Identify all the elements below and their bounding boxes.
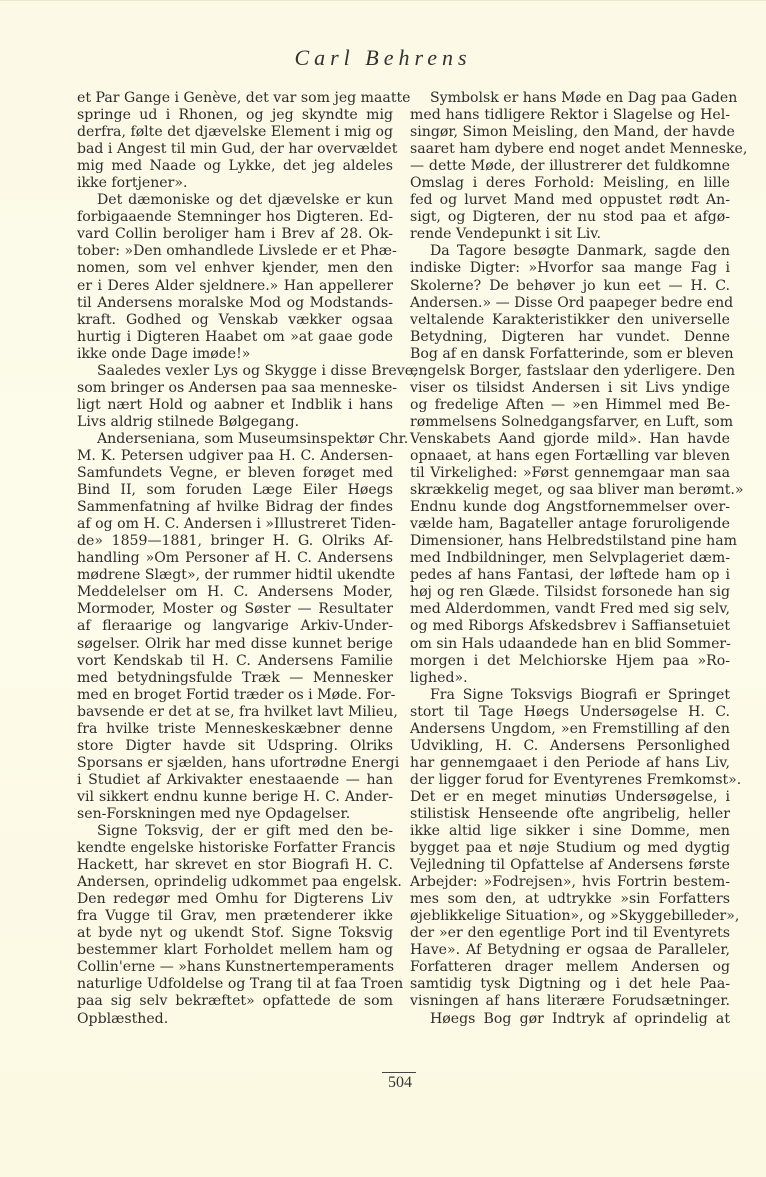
text-line: Sammenfatning af hvilke Bidrag der findes <box>77 499 393 516</box>
text-line: Andersen.» — Disse Ord paapeger bedre end <box>410 294 734 311</box>
text-line: Venskabets Aand gjorde mild». Han havde <box>410 430 730 447</box>
text-line: Mormoder, Moster og Søster — Resultater <box>77 601 393 618</box>
text-line: er i Deres Alder sjeldnere.» Han appellerer <box>77 277 393 294</box>
text-line: Symbolsk er hans Møde en Dag paa Gaden <box>430 90 738 106</box>
text-line: Arbejder: »Fodrejsen», hvis Fortrin bestem- <box>410 874 730 891</box>
text-line: Meddelelser om H. C. Andersens Moder, <box>77 584 393 601</box>
text-line: mig med Naade og Lykke, det jeg aldeles <box>77 158 393 175</box>
text-line: vælde ham, Bagateller antage foruroligende <box>410 516 730 533</box>
text-line: store Digter havde sit Udspring. Olriks <box>77 737 393 754</box>
text-line: indiske Digter: »Hvorfor saa mange Fag i <box>410 260 730 277</box>
text-line: Høegs Bog gør Indtryk af oprindelig at <box>430 1010 730 1027</box>
text-line: om sin Hals udaandede han en blid Sommer- <box>410 635 731 652</box>
text-line: Anderseniana, som Museumsinspektør Chr. <box>97 430 409 447</box>
text-line: opnaaet, at hans egen Fortælling var bleven <box>410 447 730 464</box>
text-line: Hackett, har skrevet en stor Biografi H. C. <box>77 857 393 874</box>
text-line: tober: »Den omhandlede Livslede er et Phæ- <box>77 243 397 260</box>
text-line: Opblæsthed. <box>77 1010 169 1027</box>
running-head-title: Carl Behrens <box>294 45 472 70</box>
text-line: og fredelige Aften — »en Himmel med Be- <box>410 396 730 413</box>
text-line: med hans tidligere Rektor i Slagelse og Hel- <box>410 107 730 124</box>
text-line: Skolerne? De behøver jo kun eet — H. C. <box>410 277 730 294</box>
text-line: morgen i det Melchiorske Hjem paa »Ro- <box>410 652 730 669</box>
text-line: Det er en meget minutiøs Undersøgelse, i <box>410 788 730 805</box>
text-line: Collin'erne — »hans Kunstnertemperaments <box>77 959 395 976</box>
text-line: Samfundets Vegne, er bleven forøget med <box>77 465 393 482</box>
text-line: Udvikling, H. C. Andersens Personlighed <box>410 737 730 754</box>
text-line: Dimensioner, hans Helbredstilstand pine ham <box>410 533 737 550</box>
text-line: hurtig i Digteren Haabet om »at gaae gode <box>77 328 393 345</box>
text-line: Vejledning til Opfattelse af Andersens første <box>410 857 730 874</box>
text-line: veltalende Karakteristikker den universelle <box>410 311 730 328</box>
text-line: med Alderdommen, vandt Fred med sig selv, <box>410 601 730 618</box>
text-line: af fleraarige og langvarige Arkiv-Under- <box>77 618 393 635</box>
text-line: Betydning, Digteren har vundet. Denne <box>410 328 730 345</box>
text-line: bad i Angest til min Gud, der har overvældet <box>77 141 398 158</box>
left-text-column <box>77 90 418 1028</box>
text-line: kraft. Godhed og Venskab vækker ogsaa <box>77 311 393 328</box>
text-line: springe ud i Rhonen, og jeg skyndte mig <box>77 107 393 124</box>
text-line: derfra, følte det djævelske Element i mig og <box>77 124 393 141</box>
text-line: ikke altid lige sikker i sine Domme, men <box>410 823 730 840</box>
text-line: med en broget Fortid træder os i Møde. For- <box>77 686 396 703</box>
text-line: Omslag i deres Forhold: Meisling, en lille <box>410 175 730 192</box>
text-line: mødrene Slægt», der rummer hidtil ukendte <box>77 567 396 584</box>
text-line: kendte engelske historiske Forfatter Francis <box>77 840 396 857</box>
text-line: som bringer os Andersen paa saa menneske- <box>77 379 398 396</box>
text-line: vort Kendskab til H. C. Andersens Familie <box>77 652 393 669</box>
text-line: Andersen, oprindelig udkommet paa engelsk. <box>77 874 402 891</box>
text-line: at byde nyt og ukendt Stof. Signe Toksvig <box>77 925 393 942</box>
text-line: ikke onde Dage imøde!» <box>77 345 251 362</box>
text-line: høj og ren Glæde. Tilsidst forsonede han sig <box>410 584 730 601</box>
text-line: saaret ham dybere end noget andet Menneske, <box>410 141 748 158</box>
text-line: viser os tilsidst Andersen i sit Livs yndige <box>410 379 730 396</box>
text-line: ikke fortjener». <box>77 175 188 192</box>
text-line: mes som den, at udtrykke »sin Forfatters <box>410 891 730 908</box>
text-line: stort til Tage Høegs Undersøgelse H. C. <box>410 703 730 720</box>
footer-rule-divider <box>382 1072 416 1073</box>
text-line: sen-Forskningen med nye Opdagelser. <box>77 805 351 822</box>
right-text-column <box>410 90 748 1028</box>
text-line: Andersens Ungdom, »en Fremstilling af den <box>410 720 730 737</box>
text-line: M. K. Petersen udgiver paa H. C. Andersen- <box>77 447 393 464</box>
text-line: rømmelsens Solnedgangsfarver, en Luft, som <box>410 413 734 430</box>
text-line: øjeblikkelige Situation», og »Skyggebilleder», <box>410 908 740 925</box>
text-line: de» 1859—1881, bringer H. G. Olriks Af- <box>77 533 393 550</box>
text-line: Det dæmoniske og det djævelske er kun <box>97 192 393 209</box>
text-line: ligt nært Hold og aabner et Indblik i hans <box>77 396 393 413</box>
text-line: handling »Om Personer af H. C. Andersens <box>77 550 393 567</box>
text-line: Sporsans er sjælden, hans ufortrødne Energi <box>77 754 400 771</box>
text-line: Have». Af Betydning er ogsaa de Paralleler, <box>410 942 730 959</box>
text-line: forbigaaende Stemninger hos Digteren. Ed- <box>77 209 393 226</box>
text-line: visningen af hans literære Forudsætninger. <box>410 993 730 1010</box>
text-line: der ligger forud for Eventyrenes Fremkomst». <box>410 771 742 788</box>
text-line: har gennemgaaet i den Periode af hans Liv, <box>410 754 730 771</box>
text-line: bavsende er det at se, fra hvilket lavt Milieu, <box>77 703 398 720</box>
text-line: med Indbildninger, men Selvplageriet dæm- <box>410 550 730 567</box>
text-line: med betydningsfulde Træk — Mennesker <box>77 669 393 686</box>
text-line: singør, Simon Meisling, den Mand, der havde <box>410 124 735 141</box>
text-line: fra Vugge til Grav, men prætenderer ikke <box>77 908 393 925</box>
text-line: Bog af en dansk Forfatterinde, som er bleven <box>410 345 734 362</box>
text-line: til Virkelighed: »Først gennemgaar man saa <box>410 465 730 482</box>
text-line: vil sikkert endnu kunne berige H. C. Ander- <box>77 788 393 805</box>
text-line: bestemmer klart Forholdet mellem ham og <box>77 942 393 959</box>
text-line: der »er den egentlige Port ind til Eventyrets <box>410 925 730 942</box>
text-line: engelsk Borger, fastslaar den yderligere. Den <box>410 362 736 379</box>
text-line: nomen, som vel enhver kjender, men den <box>77 260 393 277</box>
text-line: Endnu kunde dog Angstfornemmelser over- <box>410 499 730 516</box>
text-line: i Studiet af Arkivakter enestaaende — han <box>77 771 393 788</box>
text-line: lighed». <box>410 669 468 686</box>
text-line: pedes af hans Fantasi, der løftede ham op i <box>410 567 730 584</box>
text-line: sigt, og Digteren, der nu stod paa et afgø- <box>410 209 730 226</box>
page-number: 504 <box>388 1074 412 1091</box>
text-line: Bind II, som foruden Læge Eiler Høegs <box>77 482 393 499</box>
text-line: rende Vendepunkt i sit Liv. <box>410 226 602 243</box>
text-line: og med Riborgs Afskedsbrev i Saffiansetuiet <box>410 618 730 635</box>
text-line: fra hvilke triste Menneskeskæbner denne <box>77 720 393 737</box>
text-line: Da Tagore besøgte Danmark, sagde den <box>430 243 730 260</box>
text-line: Saaledes vexler Lys og Skygge i disse Breve, <box>97 362 418 379</box>
text-line: samtidig tysk Digtning og i det hele Paa- <box>410 976 730 993</box>
text-line: stilistisk Henseende ofte angribelig, heller <box>410 805 730 822</box>
text-line: vard Collin beroliger ham i Brev af 28. Ok- <box>77 226 393 243</box>
text-line: naturlige Udfoldelse og Trang til at faa Troen <box>77 976 404 993</box>
text-line: Den redegør med Omhu for Digterens Liv <box>77 891 393 908</box>
text-line: Livs aldrig stilnede Bølgegang. <box>77 413 300 430</box>
text-line: Fra Signe Toksvigs Biografi er Springet <box>430 686 730 703</box>
text-line: til Andersens moralske Mod og Modstands- <box>77 294 393 311</box>
text-line: søgelser. Olrik har med disse kunnet berige <box>77 635 393 652</box>
text-line: et Par Gange i Genève, det var som jeg maatte <box>77 90 411 106</box>
text-line: Forfatteren drager mellem Andersen og <box>410 959 730 976</box>
text-line: skrækkelig meget, og saa bliver man berømt.» <box>410 482 744 499</box>
text-line: Signe Toksvig, der er gift med den be- <box>97 823 393 840</box>
text-line: paa sig selv bekræftet» opfattede de som <box>77 993 393 1010</box>
text-line: af og om H. C. Andersen i »Illustreret Tiden- <box>77 516 396 533</box>
text-line: bygget paa et nøje Studium og med dygtig <box>410 840 730 857</box>
text-line: — dette Møde, der illustrerer det fuldkomne <box>410 158 730 175</box>
text-line: fed og lurvet Mand med oppustet rødt An- <box>410 192 730 209</box>
